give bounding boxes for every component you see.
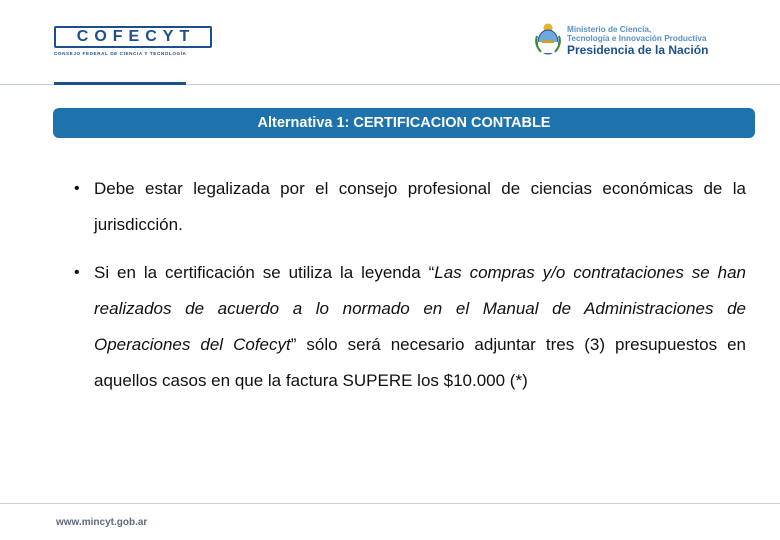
- argentina-coat-of-arms-icon: [535, 22, 561, 56]
- bullet-icon: •: [74, 264, 80, 281]
- ministry-line-2: Tecnología e Innovación Productiva: [567, 34, 707, 43]
- bullet-text: Debe estar legalizada por el consejo profesional de ciencias económicas de la jurisdicción.: [94, 179, 746, 234]
- bullet-text-pre: Si en la certificación se utiliza la leyenda “: [94, 263, 435, 282]
- cofecyt-wordmark-box: [54, 26, 212, 48]
- bullet-text-quote: Las compras y/o contrataciones se han realizados de acuerdo a lo normado en el Manual de Administraciones de Operaciones del Cofecyt: [94, 263, 746, 354]
- bullet-item: [74, 171, 746, 243]
- cofecyt-logo: [54, 26, 214, 60]
- cofecyt-wordmark: COFECYT: [76, 28, 196, 45]
- bullet-text-post: ” sólo será necesario adjuntar tres (3) presupuestos en aquellos casos en que la factura SUPERE los $10.000 (*): [94, 335, 746, 390]
- cofecyt-tagline: CONSEJO FEDERAL DE CIENCIA Y TECNOLOGÍA: [54, 51, 187, 56]
- ministry-line-3: Presidencia de la Nación: [567, 43, 709, 57]
- footer-divider: [0, 503, 780, 504]
- ministry-logo: [535, 22, 735, 62]
- ministry-line-1: Ministerio de Ciencia,: [567, 25, 652, 34]
- footer-url: www.mincyt.gob.ar: [56, 517, 148, 528]
- bullet-item: [74, 255, 746, 399]
- bullet-list: [74, 171, 746, 399]
- header-accent-bar: [54, 82, 186, 85]
- title-bar: [53, 108, 755, 138]
- bullet-icon: •: [74, 180, 80, 197]
- ministry-name: [567, 25, 708, 58]
- slide-title: Alternativa 1: CERTIFICACION CONTABLE: [257, 115, 551, 131]
